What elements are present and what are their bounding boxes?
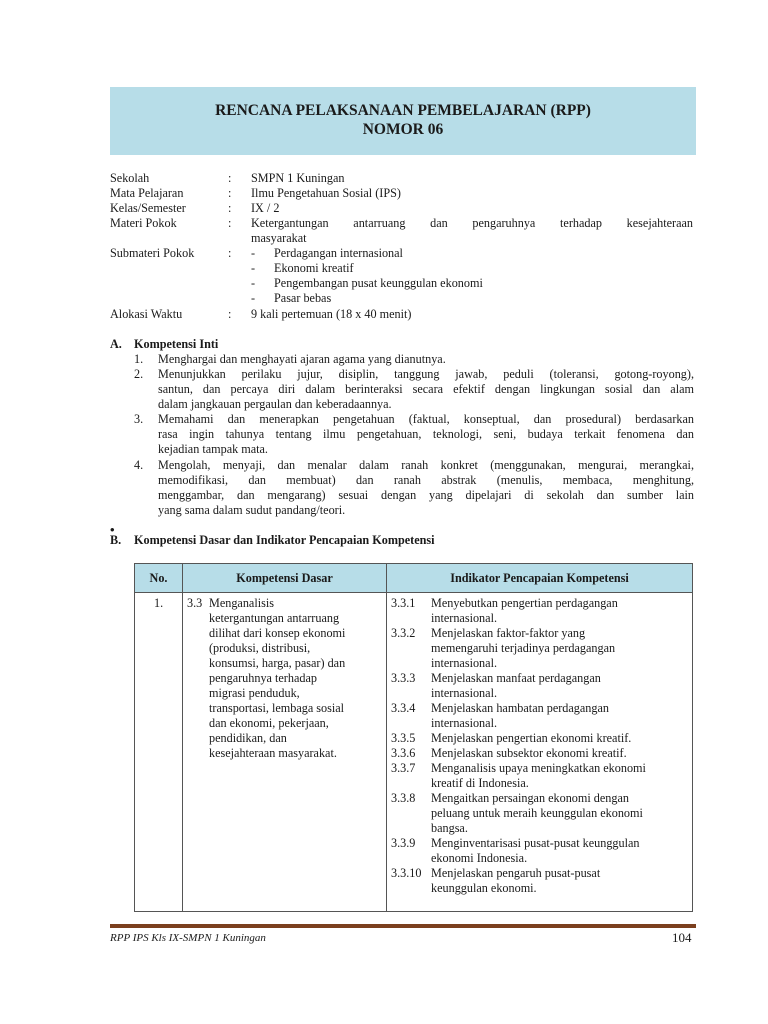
- table-row: [135, 593, 693, 912]
- colon: :: [228, 246, 232, 260]
- indicator-line: Menjelaskan pengaruh pusat-pusat: [431, 866, 601, 880]
- section-a-letter: A.: [110, 337, 122, 351]
- ki-number: 3.: [134, 412, 144, 426]
- colon: :: [228, 171, 232, 185]
- indicator-line: Menjelaskan faktor-faktor yang: [431, 626, 586, 640]
- kd-line: Menganalisis: [209, 596, 274, 610]
- indicator-line: internasional.: [431, 611, 497, 625]
- ki-line: yang sama dalam sudut pandang/teori.: [158, 503, 346, 517]
- label-mapel: Mata Pelajaran: [110, 186, 184, 200]
- indicator-code: 3.3.3: [391, 671, 416, 685]
- indicator-line: internasional.: [431, 686, 497, 700]
- ki-number: 2.: [134, 367, 144, 381]
- ki-line: santun, dan percaya diri dalam berinteraksi secara efektif dengan lingkungan sosial dan alam: [158, 382, 694, 396]
- table-header-row: [135, 564, 693, 593]
- section-a-title: Kompetensi Inti: [134, 337, 219, 351]
- cell-kd: [183, 593, 387, 912]
- colon: :: [228, 186, 232, 200]
- indicator-line: bangsa.: [431, 821, 468, 835]
- indicator-code: 3.3.5: [391, 731, 416, 745]
- label-materi: Materi Pokok: [110, 216, 177, 230]
- row-number: 1.: [154, 596, 164, 610]
- header-indikator: Indikator Pencapaian Kompetensi: [387, 564, 693, 593]
- ki-line: Menghargai dan menghayati ajaran agama yang dianutnya.: [158, 352, 446, 366]
- kd-line: kesejahteraan masyarakat.: [209, 746, 337, 760]
- kd-line: pengaruhnya terhadap: [209, 671, 317, 685]
- indicator-line: Menjelaskan hambatan perdagangan: [431, 701, 609, 715]
- indicator-line: Mengaitkan persaingan ekonomi dengan: [431, 791, 629, 805]
- submateri-item: Ekonomi kreatif: [274, 261, 354, 275]
- indicator-code: 3.3.8: [391, 791, 416, 805]
- indicator-line: keunggulan ekonomi.: [431, 881, 537, 895]
- value-materi-cont: masyarakat: [251, 231, 307, 245]
- list-dash: -: [251, 276, 256, 290]
- kd-line: ketergantungan antarruang: [209, 611, 340, 625]
- ki-line: memodifikasi, dan membuat) dan ranah abstrak (menulis, membaca, menghitung,: [158, 473, 694, 487]
- indicator-code: 3.3.7: [391, 761, 416, 775]
- ki-line: kejadian tampak mata.: [158, 442, 268, 456]
- title-banner: [110, 87, 696, 155]
- label-alokasi: Alokasi Waktu: [110, 307, 183, 321]
- indicator-line: Menjelaskan pengertian ekonomi kreatif.: [431, 731, 632, 745]
- kd-line: konsumsi, harga, pasar) dan: [209, 656, 346, 670]
- submateri-item: Pasar bebas: [274, 291, 332, 305]
- kd-code: 3.3: [187, 596, 203, 610]
- ki-line: Mengolah, menyaji, dan menalar dalam ranah konkret (menggunakan, mengurai, merangkai,: [158, 458, 694, 472]
- indicator-line: Menginventarisasi pusat-pusat keunggulan: [431, 836, 640, 850]
- section-b-title: Kompetensi Dasar dan Indikator Pencapaian Kompetensi: [134, 533, 435, 547]
- indicator-line: memengaruhi terjadinya perdagangan: [431, 641, 616, 655]
- indicator-code: 3.3.1: [391, 596, 416, 610]
- list-dash: -: [251, 261, 256, 275]
- section-b-letter: B.: [110, 533, 122, 547]
- indicator-code: 3.3.6: [391, 746, 416, 760]
- kd-line: dilihat dari konsep ekonomi: [209, 626, 346, 640]
- ki-line: dalam jangkauan pergaulan dan keberadaannya.: [158, 397, 392, 411]
- value-kelas: IX / 2: [251, 201, 280, 215]
- indicator-line: internasional.: [431, 716, 497, 730]
- indicator-code: 3.3.2: [391, 626, 416, 640]
- indicator-code: 3.3.10: [391, 866, 422, 880]
- value-alokasi: 9 kali pertemuan (18 x 40 menit): [251, 307, 412, 321]
- ki-line: Memahami dan menerapkan pengetahuan (faktual, konseptual, dan prosedural) berdasarkan: [158, 412, 694, 426]
- bullet-dot: •: [110, 522, 115, 537]
- indicator-line: peluang untuk meraih keunggulan ekonomi: [431, 806, 643, 820]
- colon: :: [228, 307, 232, 321]
- header-no: No.: [135, 564, 183, 593]
- kd-line: pendidikan, dan: [209, 731, 287, 745]
- kd-line: (produksi, distribusi,: [209, 641, 311, 655]
- ki-number: 1.: [134, 352, 144, 366]
- kd-line: transportasi, lembaga sosial: [209, 701, 345, 715]
- list-dash: -: [251, 291, 256, 305]
- document-number: NOMOR 06: [362, 121, 444, 138]
- label-sekolah: Sekolah: [110, 171, 150, 185]
- indicator-line: Menyebutkan pengertian perdagangan: [431, 596, 618, 610]
- indicator-line: kreatif di Indonesia.: [431, 776, 529, 790]
- indicator-code: 3.3.4: [391, 701, 416, 715]
- cell-indikator: [387, 593, 693, 912]
- indicator-line: Menjelaskan subsektor ekonomi kreatif.: [431, 746, 627, 760]
- indicator-line: Menjelaskan manfaat perdagangan: [431, 671, 601, 685]
- footer-caption: RPP IPS Kls IX-SMPN 1 Kuningan: [110, 932, 266, 944]
- page-number: 104: [672, 930, 692, 945]
- document-title: RENCANA PELAKSANAAN PEMBELAJARAN (RPP): [215, 102, 591, 119]
- submateri-item: Perdagangan internasional: [274, 246, 403, 260]
- indicator-line: Menganalisis upaya meningkatkan ekonomi: [431, 761, 646, 775]
- colon: :: [228, 216, 232, 230]
- ki-line: rasa ingin tahunya tentang ilmu pengetahuan, teknologi, seni, budaya terkait fenomena dan: [158, 427, 694, 441]
- submateri-item: Pengembangan pusat keunggulan ekonomi: [274, 276, 483, 290]
- value-materi: Ketergantungan antarruang dan pengaruhnya terhadap kesejahteraan: [251, 216, 693, 230]
- colon: :: [228, 201, 232, 215]
- ki-line: Menunjukkan perilaku jujur, disiplin, tanggung jawab, peduli (toleransi, gotong-royong),: [158, 367, 694, 381]
- kd-line: migrasi penduduk,: [209, 686, 300, 700]
- indicator-line: ekonomi Indonesia.: [431, 851, 528, 865]
- ki-number: 4.: [134, 458, 144, 472]
- indicator-line: internasional.: [431, 656, 497, 670]
- list-dash: -: [251, 246, 256, 260]
- kd-line: dan ekonomi, pekerjaan,: [209, 716, 329, 730]
- indicator-code: 3.3.9: [391, 836, 416, 850]
- kd-table: [134, 563, 693, 912]
- value-mapel: Ilmu Pengetahuan Sosial (IPS): [251, 186, 401, 200]
- header-kompetensi-dasar: Kompetensi Dasar: [183, 564, 387, 593]
- label-kelas: Kelas/Semester: [110, 201, 186, 215]
- value-sekolah: SMPN 1 Kuningan: [251, 171, 345, 185]
- cell-no: [135, 593, 183, 912]
- ki-line: menggambar, dan mengarang) sesuai dengan yang dipelajari di sekolah dan sumber lain: [158, 488, 694, 502]
- label-submateri: Submateri Pokok: [110, 246, 195, 260]
- footer-rule: [110, 924, 696, 928]
